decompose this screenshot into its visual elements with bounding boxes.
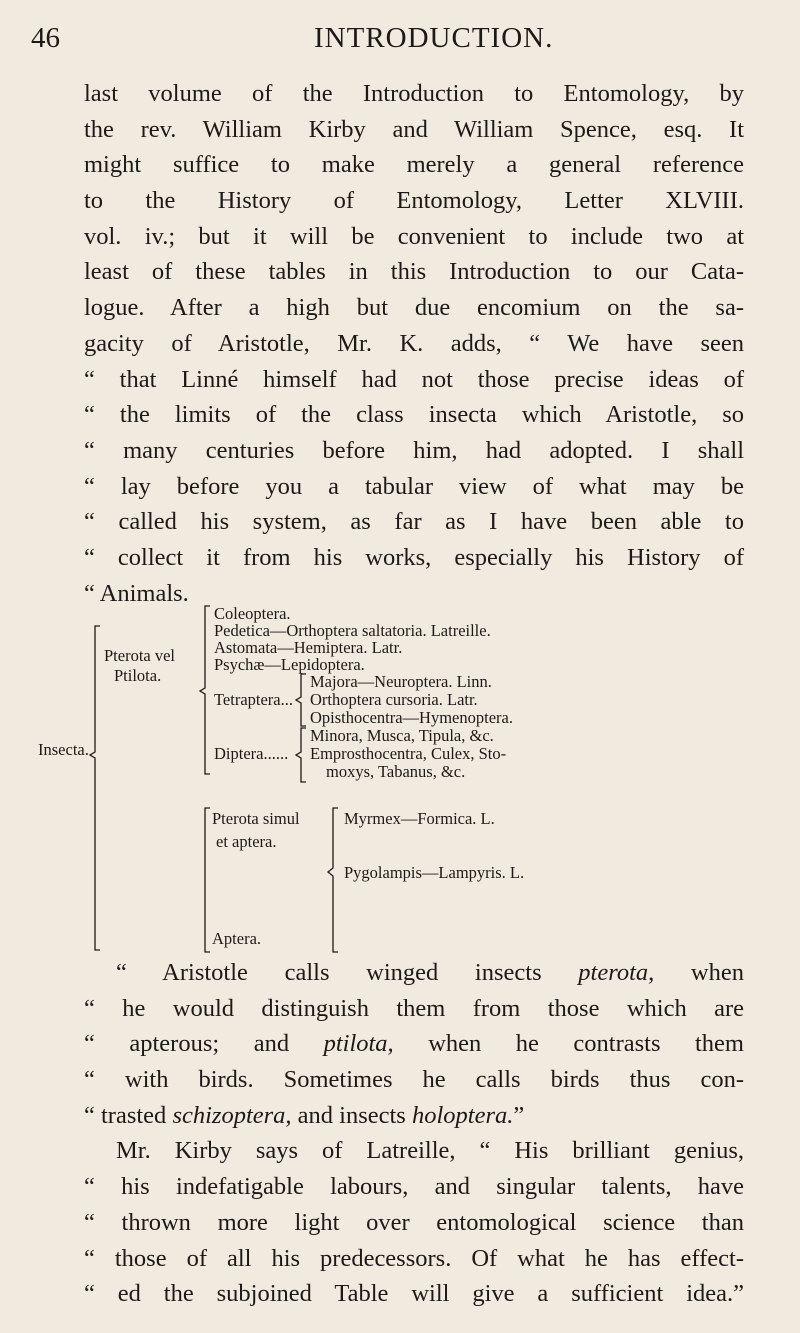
taxon-emprosthocentra-line2: moxys, Tabanus, &c.	[326, 762, 466, 781]
text-line: “ his indefatigable labours, and singular talents, have	[84, 1173, 744, 1201]
group-aptera: Aptera.	[212, 929, 262, 948]
text-line: last volume of the Introduction to Entomology, by	[84, 80, 744, 107]
insecta-brace	[88, 624, 102, 954]
taxon-psychae: Psychæ—Lepidoptera.	[214, 655, 365, 674]
table-root-insecta: Insecta.	[38, 740, 89, 759]
page-number: 46	[31, 22, 60, 54]
text-line: “ many centuries before him, had adopted. I shall	[84, 436, 744, 464]
paragraph-2	[84, 955, 744, 1312]
text-line: “ trasted schizoptera, and insects holoptera.”	[84, 1101, 525, 1129]
taxon-diptera: Diptera......	[214, 744, 289, 763]
pterota-simul-brace	[198, 806, 212, 956]
taxon-astomata: Astomata—Hemiptera. Latr.	[214, 638, 403, 657]
group-pterota-simul-line2: et aptera.	[216, 832, 277, 851]
emphasis-ptilota: ptilota,	[323, 1030, 394, 1058]
taxon-opisthocentra: Opisthocentra—Hymenoptera.	[310, 708, 513, 727]
emphasis-pterota: pterota,	[578, 959, 655, 986]
text-line: might suffice to make merely a general reference	[84, 151, 744, 179]
text-line: gacity of Aristotle, Mr. K. adds, “ We have seen	[84, 329, 744, 357]
taxon-minora: Minora, Musca, Tipula, &c.	[310, 726, 494, 745]
group-pterota-line2: Ptilota.	[114, 666, 162, 685]
text-line: “ those of all his predecessors. Of what he has effect-	[84, 1244, 744, 1272]
tetraptera-brace	[294, 672, 308, 728]
aptera-brace	[326, 806, 340, 956]
taxon-tetraptera: Tetraptera...	[214, 690, 294, 709]
taxon-pygolampis: Pygolampis—Lampyris. L.	[344, 863, 525, 882]
running-head: INTRODUCTION.	[314, 22, 554, 54]
text-line: vol. iv.; but it will be convenient to include two at	[84, 222, 744, 250]
text-line: “ that Linné himself had not those precise ideas of	[84, 365, 744, 393]
pterota-brace	[198, 604, 212, 778]
text-line: Mr. Kirby says of Latreille, “ His brilliant genius,	[116, 1137, 744, 1165]
taxon-myrmex: Myrmex—Formica. L.	[344, 809, 495, 828]
text-line: “ the limits of the class insecta which Aristotle, so	[84, 401, 744, 429]
group-pterota-simul-line1: Pterota simul	[212, 809, 300, 828]
emphasis-schizoptera: schizoptera,	[172, 1101, 292, 1129]
text-line: least of these tables in this Introduction to our Cata-	[84, 258, 744, 286]
page-header	[0, 20, 800, 60]
text-line: to the History of Entomology, Letter XLVIII.	[84, 187, 744, 215]
text-line: “ with birds. Sometimes he calls birds thus con-	[84, 1066, 744, 1094]
taxon-majora: Majora—Neuroptera. Linn.	[310, 672, 492, 691]
text-line: “ thrown more light over entomological science than	[84, 1208, 744, 1236]
taxon-emprosthocentra-line1: Emprosthocentra, Culex, Sto-	[310, 744, 507, 763]
text-line: “ Aristotle calls winged insects pterota, when	[116, 959, 744, 986]
text-line: “ called his system, as far as I have been able to	[84, 508, 744, 536]
text-line: “ lay before you a tabular view of what may be	[84, 472, 744, 500]
text-line: “ ed the subjoined Table will give a sufficient idea.”	[84, 1280, 744, 1308]
text-line: logue. After a high but due encomium on the sa-	[84, 294, 744, 322]
paragraph-1	[84, 76, 744, 611]
classification-table	[0, 604, 800, 958]
text-line: the rev. William Kirby and William Spence, esq. It	[84, 115, 744, 143]
text-line: “ collect it from his works, especially his History of	[84, 543, 744, 571]
taxon-coleoptera: Coleoptera.	[214, 604, 291, 623]
text-line: “ Animals.	[84, 579, 189, 607]
diptera-brace	[294, 726, 308, 784]
taxon-orthoptera-cursoria: Orthoptera cursoria. Latr.	[310, 690, 478, 709]
taxon-pedetica: Pedetica—Orthoptera saltatoria. Latreille.	[214, 621, 491, 640]
text-line: “ he would distinguish them from those which are	[84, 994, 744, 1022]
group-pterota-line1: Pterota vel	[104, 646, 176, 665]
emphasis-holoptera: holoptera.	[411, 1101, 514, 1129]
text-line: “ apterous; and ptilota, when he contrasts them	[84, 1030, 744, 1058]
